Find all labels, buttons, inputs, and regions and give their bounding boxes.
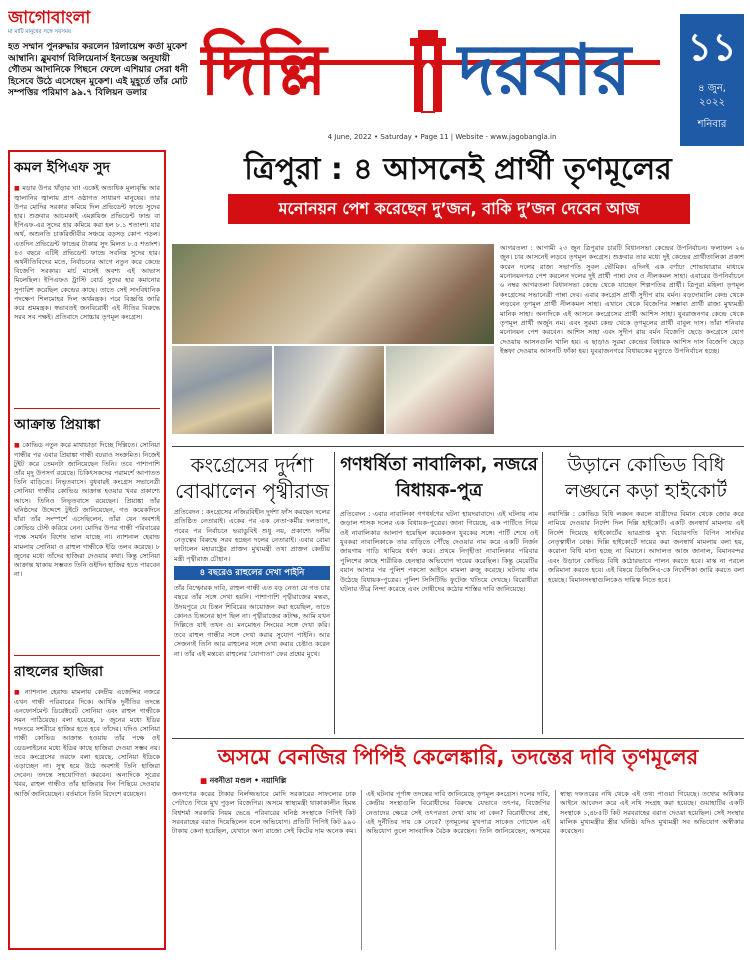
india-gate-icon [408,28,448,114]
covid-body: নয়াদিল্লি : কোভিড বিধি লঙ্ঘন করলে যাত্রীদের বিমান থেকে জোর করে নামিয়ে দেওয়ার নির্দেশ দিল দিল্লি হাইকোর্ট। একটি জনস্বার্থ মামলায় এই নির্দেশ দিয়েছে হাইকোর্টের ভারপ্রাপ্ত মুখ্য বিচারপতি বিপিন সাংঘির নেতৃত্বাধীন বেঞ্চ। দিল্লি হাইকোর্টে দায়ের করা জনস্বার্থ মামলায় বলা হয়, করোনা বিধি মানা হচ্ছে না বিমানে। আদালত আজ জানাল, বিমানবন্দর এবং উড়ানে কোভিড বিধি কঠোরভাবে পালন করতে হবে। মাস্ক না পরলে জরিমানা করতে হবে। এই বিষয়ে ডিজিসিএ-কে নির্দেশিকা জারি করতে বলা হয়েছে। বিমানসংস্থাগুলিকেও দায়িত্ব নিতে হবে। [548,510,744,584]
date-day-month: ৪ জুন, [698,83,726,94]
masthead-word-2: দরবার [458,29,632,111]
lead-photo-2 [172,346,272,434]
sidebar-story-2 [14,413,160,653]
logo-block [8,8,168,40]
byline-place: নয়াদিল্লি [261,776,287,785]
sidebar-story-3 [14,660,160,930]
rape-headline: গণধর্ষিতা নাবালিকা, নজরে বিধায়ক-পুত্র [340,454,538,501]
sidebar-story-1-heading: কমল ইপিএফ সুদ [14,160,111,176]
bottom-byline [200,776,340,788]
top-left-blurb-text: হত সম্মান পুনরুদ্ধার করলেন রিলায়েন্স কর্তা মুকেশ আম্বানি। ব্লুমবার্গ বিলিয়েনার্স ইনডেক্স অনুযায়ী গৌতম আদানিকে পিছনে ফেলে এশিয়ার সেরা ধনী হিসেবে উঠে এসেছেন মুকেশ। এই মুহূর্তে তাঁর মোট সম্পত্তির পরিমাণ ৯৯.৭ বিলিয়ন ডলার [8,42,188,99]
sidebar-story-3-body: ■ ন্যাশনাল হেরাল্ড মামলায় কেন্দ্রীয় এজেন্সির নজরে এখন গান্ধী পরিবারের দিকে। আর্থিক দুর্নীতির তদন্তে এনফোর্সমেন্ট ডিরেক্টরেট সোনিয়া এবং রাহুল গান্ধীকে সমন পাঠিয়েছে। বলা হয়েছে, ৮ জুনের মধ্যে ইডির দফতরে সশরীরে হাজির হতে হবে তাঁদের। যদিও সোনিয়া গান্ধী কোভিড আক্রান্ত হওয়ায় তাঁর পক্ষে ওই ডেডলাইনের মধ্যে ইডির কাছে হাজিরা দেওয়া সম্ভব নয়। তবে কংগ্রেসের তরফে বলা হয়েছে, সোনিয়া ইডিকে এড়াচ্ছেন না। সুস্থ হয়ে উঠে অবশ্যই তিনি হাজিরা দেবেন। তদন্তে সহযোগিতা করবেন। অন্যদিকে সূত্রের খবর, রাহুল গান্ধীও তাঁর হাজিরার দিন পিছিয়ে দেওয়ার আর্জি জানিয়েছেন। বর্তমানে তিনি বিদেশে রয়েছেন। [14,688,160,799]
logo-tagline: মা মাটি মানুষের সঙ্গে সবসময় [8,29,72,35]
divider [542,452,543,734]
sidebar-story-2-heading: আক্রান্ত প্রিয়াঙ্কা [14,417,101,433]
congress-box-title: ৪ বছরেও রাহুলের দেখা পাইনি [174,566,330,580]
divider [172,446,744,447]
lead-photo-collage [172,244,494,434]
masthead-word-1: দিল্লি [200,29,327,111]
top-left-blurb [8,42,196,138]
sidebar-story-1-body: ■ মড়ার উপর খাঁড়ার ঘা! একেই অত্যধিক মূল্যবৃদ্ধি আর জ্বালানির জ্বালায় প্রাণ ওষ্ঠাগত সাধারণ মানুষের। তার উপর মোদির সরকার কমিয়ে দিল প্রভিডেন্ট ফান্ডে সুদের হার। শুক্রবার আচমকাই এমপ্লয়িজ প্রভিডেন্ট ফান্ড বা ইপিএফ-এর সুদের হার কমিয়ে করা হল ৮.১ শতাংশ। যার অর্থ, অশুনতি চাকরিজীবীর সঞ্চয়ে বড়সড় কোপ পড়ল। এতদিন প্রভিডেন্ট ফান্ডের টাকায় সুদ মিলত ৮.৫ শতাংশ। ৪৩ বছরে এটিই প্রভিডেন্ট ফান্ডে সবনিম্ন সুদের হার। অর্থনীতিবিদের মতে, নির্বাচনের আগে নতুন করে কেন্দ্রে বিজেপি সরকার। মার্চ মাসেই অবশ্য এই আভাস মিলেছিল। ইপিএফও ট্রাস্টি বোর্ড সুদের হার কমানোর সুপারিশ করেছিল কেন্দ্রের কাছে। তাতে সেই সাংবিধানিক পদক্ষেপ শিলমোহর দিল অর্থমন্ত্রক। পরে বিজ্ঞপ্তি জারি করে শ্রমমন্ত্রক। স্বভাবতই জনবিরোধী এই নীতির বিরুদ্ধে সরব সব পক্ষই। প্রতিবাদে সোচ্চার তৃণমূল কংগ্রেস। [14,184,160,323]
divider [172,738,744,739]
byline-name: নবনীতা মণ্ডল [209,776,252,785]
sidebar-divider [14,408,160,409]
sidebar-story-3-heading: রাহুলের হাজিরা [14,664,104,680]
bottom-headline: অসমে বেনজির পিপিই কেলেঙ্কারি, তদন্তের দাবি তৃণমূলের [217,745,699,769]
lead-photo-main [172,244,494,344]
page-number-box [680,14,744,146]
date-year: ২০২২ [698,97,725,108]
sidebar [8,150,166,950]
lead-photo-3 [274,346,384,434]
weekday: শনিবার [697,119,727,130]
bottom-body: জনগণের করের টাকার নির্লজ্জভাবে মোদি সরকারের সাফল্যের ঢাক পেটাতে গিয়ে মুখ পুড়ল বিজেপির। অসমে স্বাস্থ্যমন্ত্রী থাকাকালীন হিমন্ত বিশ্বশর্মা সরকারি নিয়ম ভেঙে পরিবারের ঘনিষ্ঠ সংস্থাকে পিপিই কিট সরবরাহের বরাত দিয়েছিলেন বলে অভিযোগ। প্রতিটি পিপিই কিট ৯৯০ টাকায় কেনা হয়েছিল, যেখানে অন্য রাজ্যে সেই কিটের দাম অনেক কম। এই ঘটনার পূর্ণাঙ্গ তদন্তের দাবি জানিয়েছে তৃণমূল কংগ্রেস। দলের দাবি, কেন্দ্রীয় সংস্থাগুলি বিরোধীদের বিরুদ্ধে যেভাবে তৎপর, বিজেপির নেতাদের ক্ষেত্রে সেই তৎপরতা দেখা যায় না কেন? বিরোধীদের প্রশ্ন, এই দুর্নীতির দায় কে নেবে? তৃণমূলের মুখপাত্র সাকেত গোখেল এই অভিযোগ তুলে সাংবাদিক বৈঠক করেছেন। তিনি জানিয়েছেন, অসমের স্বাস্থ্য দফতরের নথি থেকে এই তথ্য পাওয়া গিয়েছে। তথ্যের অধিকার আইনে আবেদন করে এই নথি সংগ্রহ করা হয়েছে। গুয়াহাটির একটি সংস্থাকে ১,৪৮৫টি কিট সরবরাহের বরাত দেওয়া হয়েছিল। সেই সংস্থার মালিক মুখ্যমন্ত্রীর স্ত্রীর ঘনিষ্ঠ। যদিও মুখ্যমন্ত্রী সব অভিযোগ অস্বীকার করেছেন। [172,790,744,836]
lead-body: আগরতলা : আগামী ২৩ জুন ত্রিপুরার চারটি বিধানসভা কেন্দ্রের উপনির্বাচন। ফলাফল ২৬ জুন। চার আসনেই লড়বে তৃণমূল কংগ্রেস। শুক্রবার তার মধ্যে দুই কেন্দ্রের প্রার্থীতালিকা প্রকাশ করেন দলের রাজ্য সভাপতি সুবল ভৌমিক। এদিনই এক বর্ণাঢ্য শোভাযাত্রার মাধ্যমে মনোনয়নপত্র পেশ করলেন দলের দুই প্রার্থী পান্না দেব ও নীলকমল সাহা। এবারের উপনির্বাচনে ৬ নম্বর আগরতলা বিধানসভা কেন্দ্রে থেকে যাচ্ছেন শিল্পপতির প্রার্থী। ত্রিপুরা মহিলা তৃণমূল কংগ্রেসের সভানেত্রী পান্না দেব। এবার কংগ্রেস প্রার্থী সুদীপ রায় বর্মন। বড়দোয়ালি কেন্দ্র থেকে লড়বেন তৃণমূল প্রার্থী নীলকমল সাহা। এখানে থেকে বিজেপির সম্ভাব্য প্রার্থী রাজ্য মুখ্যমন্ত্রী মানিক সাহা। অন্যদিকে এই আসনে কংগ্রেসের প্রার্থী আশিস সাহা। যুবরাজনগর কেন্দ্রে থেকে তৃণমূল প্রার্থী অর্জুন নম। এবং সুরমা কেন্দ্র থেকে তৃণমূলের প্রার্থী বাবুল দাস। তাঁরা শনিবার মনোনয়ন পেশ করবেন। আশিস সাহা এবং সুদীপ রায় বর্মন বিজেপি ছেড়ে কংগ্রেসে যোগ দেওয়ায় আসনগুলি খালি হয়। এ ছাড়াও সুরমা কেন্দ্রের বিধায়ক আশিস দাস বিজেপি ছেড়ে ইস্তফা দেওয়ায় আসনটি ফাঁকা হয়। যুবরাজনগরে বিধায়কের মৃত্যুতে উপনির্বাচন হচ্ছে। [500,244,744,355]
dateline: 4 June, 2022 • Saturday • Page 11 | Website - www.jagobangla.in [327,133,557,141]
congress-body: প্রতিবেদন : কংগ্রেসের নজিরবিহীন দুর্দশা ফাঁস করছেন দলের প্রতিষ্ঠিত নেতারাই। একের পর এক নেতা-কর্মীর দলত্যাগ, পরের পর নির্বাচনে ভরাডুবিই শুধু নয়, প্রকাশ্যে দলীয় নেতৃত্বের বিরুদ্ধে সরব হচ্ছেন দলের নেতারাই। এবার বোমা ফাটালেন মহারাষ্ট্রের প্রাক্তন মুখ্যমন্ত্রী তথা প্রাক্তন কেন্দ্রীয় মন্ত্রী পৃথ্বীরাজ চৌহান। [174,508,330,563]
lead-headline: ত্রিপুরা : ৪ আসনেই প্রার্থী তৃণমূলের [244,152,672,187]
logo-text: জাগোবাংলা [8,8,91,28]
covid-headline: উড়ানে কোভিড বিধি লঙ্ঘনে কড়া হাইকোর্ট [565,454,727,502]
congress-body-2: তাঁর বিস্ফোরক দাবি, রাহুল গান্ধী এত বড় নেতা যে গত চার বছরে তাঁর সঙ্গে দেখা হয়নি। পাশাপাশি পৃথ্বীরাজের মন্তব্য, উদয়পুরে যে চিন্তন শিবিরের আয়োজন করা হয়েছিল, তাতে কোনও চিন্তনের ছাপ ছিল না। পৃথ্বীরাজের কটাক্ষ, আমি যখন দিল্লিতে যাই তখন ও। মনমোহন সিংয়ের সঙ্গে দেখা করি। তবে রাহুল গান্ধীর সঙ্গে দেখা করার সুযোগ পাইনি। আর সেজন্যই তিনি আর রাহুলের সঙ্গে দেখা করার চেষ্টাও করেন না। তাঁর এই মন্তব্যে রাহুলের 'যোগ্যতা' ফের প্রশ্নের মুখে। [174,584,330,658]
masthead-title [200,14,660,132]
sidebar-divider [14,655,160,656]
congress-headline: কংগ্রেসের দুর্দশা বোঝালেন পৃথ্বীরাজ [175,453,329,503]
lead-subheadline: মনোনয়ন পেশ করেছেন দু’জন, বাকি দু’জন দেবেন আজ [228,194,690,224]
sidebar-story-1 [14,156,160,406]
page-number: ১১ [687,25,737,69]
byline-icon: ■ [200,776,210,785]
rape-body: প্রতিবেদন : এবার নাবালিকা গণধর্ষণের ঘটনা হায়দরাবাদে। এই ঘটনায় নাম জড়াল শাসক দলের এক বিধায়ক-পুত্রের। জানা গিয়েছে, এক পার্টিতে গিয়ে ওই নাবালিকার আলাপ হয়েছিল কয়েকজন যুবকের সঙ্গে। পার্টি শেষে ওই যুবকরা নাবালিকাকে তার বাড়িতে পৌঁছে দেওয়ার নাম করে একটি নির্জন জায়গায় গাড়ি থামিয়ে ধর্ষণ করে। প্রথমে নিগৃহীতা নাবালিকার পরিবার পুলিশের কাছে শারীরিক হেনস্থার অভিযোগ দায়ের করেছিল। কিন্তু মেয়েটির বয়ান আসার পর পুলিশ পকসো আইনে মামলা রুজু করেছে। ঘটনায় নাম উঠেছে বিধায়ক-পুত্রের। পুলিশ সিসিটিভি ফুটেজ খতিয়ে দেখছে। বিরোধীরা ঘটনার তীব্র নিন্দা করেছে এবং দোষীদের কঠোর শাস্তির দাবি জানিয়েছে। [340,510,538,593]
byline-sep: • [254,776,262,785]
divider [334,452,335,734]
sidebar-story-2-body: ■ কোভিড নতুন করে মাথাচাড়া দিচ্ছে দিল্লিতে। সোনিয়া গান্ধীর পর এবার প্রিয়াঙ্কা গান্ধী বঢরাও সংক্রমিত। নিজেই টুইট করে তেমনটা জানিয়েছেন তিনি। তবে পাশাপাশি তাঁর মৃদু উপসর্গ রয়েছে। চিকিৎসকদের পরামর্শে আপাতত তিনি বাড়িতে। নিভৃতবাসে। বুধবারই কংগ্রেস সভানেত্রী সোনিয়া গান্ধীর কোভিড আক্রান্ত হওয়ার খবর প্রকাশ্যে আসে। তিনিও নিভৃতবাসে রয়েছেন। প্রিয়াঙ্কা তাঁর ঘনিষ্ঠদের উদ্দেশে টুইটে জানিয়েছেন, গত কয়েকদিনে যাঁরা তাঁর সংস্পর্শে এসেছিলেন, তাঁরা যেন অবশ্যই কোভিড টেস্ট করিয়ে নেন। মোদির উপর গান্ধী পরিবারের পক্ষে সমর্থন বিশেষ ভাল যাচ্ছে না। ন্যাশনাল হেরাল্ড মামলায় সোনিয়া ও রাহুল গান্ধীকে ইডি তলব করেছে। ৮ জুনের মধ্যে তাঁদের হাজিরা দেওয়ার কথা। কিন্তু সোনিয়া আক্রান্ত থাকায় সম্ভবত তিনি ওইদিন হাজির হতে পারবেন না। [14,441,160,580]
lead-photo-4 [386,346,494,434]
